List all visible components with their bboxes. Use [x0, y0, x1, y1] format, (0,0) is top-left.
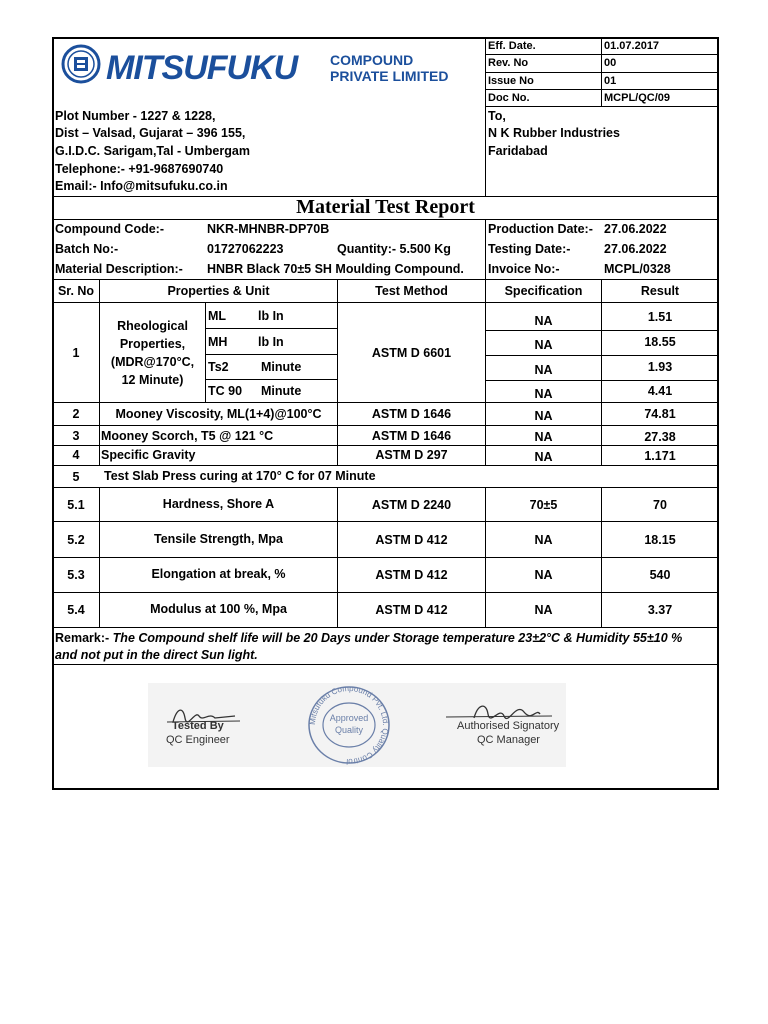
address-telephone: Telephone:- +91-9687690740 — [55, 162, 224, 176]
authorised-signatory-label: Authorised Signatory — [457, 720, 560, 732]
row53-result: 540 — [649, 568, 671, 582]
eff-date-label: Eff. Date. — [488, 40, 536, 52]
production-date-value: 27.06.2022 — [604, 222, 667, 236]
rheo-line2 — [205, 354, 337, 355]
rheo-tc90-spec: NA — [534, 387, 553, 401]
rheo-prop-line4: 12 Minute) — [121, 373, 184, 387]
remark-bottom-line — [52, 664, 718, 665]
invoice-no-label: Invoice No:- — [488, 262, 560, 276]
rheo-line1 — [205, 328, 337, 329]
header-sr-no: Sr. No — [57, 284, 95, 298]
logo-brand-text: MITSUFUKU — [106, 49, 298, 87]
remark — [55, 630, 715, 664]
header-divider — [485, 37, 486, 196]
row53-sr: 5.3 — [67, 568, 85, 582]
rheo-tc90-result: 4.41 — [647, 384, 673, 398]
to-city: Faridabad — [488, 144, 548, 158]
row53-property: Elongation at break, % — [151, 567, 286, 581]
row3-spec: NA — [534, 430, 553, 444]
row4-result: 1.171 — [644, 449, 676, 463]
remark-text: The Compound shelf life will be 20 Days under Storage temperature 23±2°C & Humidity 55±10 % — [112, 631, 683, 645]
rheo-line3r — [485, 380, 718, 381]
row54-spec: NA — [534, 603, 553, 617]
row5-text: Test Slab Press curing at 170° C for 07 Minute — [104, 469, 376, 483]
row54-property: Modulus at 100 %, Mpa — [150, 602, 287, 616]
testing-date-value: 27.06.2022 — [604, 242, 667, 256]
row-line-51 — [52, 487, 718, 488]
rheo-tc90-unit: Minute — [261, 384, 302, 398]
header-result: Result — [640, 284, 680, 298]
col-sub-line — [205, 302, 206, 402]
doc-no-value: MCPL/QC/09 — [604, 92, 671, 104]
row-line-5 — [52, 465, 718, 466]
stamp-center-line2: Quality — [334, 725, 364, 735]
compound-code-value: NKR-MHNBR-DP70B — [207, 222, 330, 236]
docinfo-line4 — [485, 106, 718, 107]
approved-quality-stamp — [303, 683, 395, 767]
row2-property: Mooney Viscosity, ML(1+4)@100°C — [115, 407, 322, 421]
stamp-center-line1: Approved — [329, 713, 369, 723]
rheo-ts2-result: 1.93 — [647, 360, 673, 374]
row-line-end — [52, 627, 718, 628]
row2-method: ASTM D 1646 — [371, 407, 452, 421]
row3-property: Mooney Scorch, T5 @ 121 °C — [101, 429, 274, 443]
address-email: Email:- Info@mitsufuku.co.in — [55, 179, 228, 193]
row54-method: ASTM D 412 — [375, 603, 448, 617]
rheo-ml-result: 1.51 — [647, 310, 673, 324]
row2-sr: 2 — [72, 407, 80, 421]
stamp-ring-text: Mitsufuku Compound Pvt. Ltd. Quality Control — [307, 683, 391, 767]
header-properties: Properties & Unit — [167, 284, 270, 298]
invoice-no-value: MCPL/0328 — [604, 262, 671, 276]
remark-text-2: and not put in the direct Sun light. — [55, 648, 258, 662]
logo-name-line2: PRIVATE LIMITED — [330, 68, 449, 84]
batch-no-label: Batch No:- — [55, 242, 119, 256]
rheo-tc90-name: TC 90 — [208, 384, 243, 398]
doc-no-label: Doc No. — [488, 92, 530, 104]
row51-result: 70 — [653, 498, 667, 512]
rheo-mh-name: MH — [208, 335, 228, 349]
row-line-53 — [52, 557, 718, 558]
rheo-ts2-spec: NA — [534, 363, 553, 377]
compound-code-label: Compound Code:- — [55, 222, 165, 236]
row-line-54 — [52, 592, 718, 593]
rheo-prop-line2: Properties, — [119, 337, 186, 351]
row3-sr: 3 — [72, 429, 80, 443]
row54-result: 3.37 — [647, 603, 673, 617]
row53-spec: NA — [534, 568, 553, 582]
row4-spec: NA — [534, 450, 553, 464]
row5-sr: 5 — [72, 470, 80, 484]
rheo-mh-unit: lb In — [258, 335, 284, 349]
eff-date-value: 01.07.2017 — [604, 40, 660, 52]
header-test-method: Test Method — [375, 284, 448, 298]
rev-no-label: Rev. No — [488, 57, 529, 69]
row3-result: 27.38 — [644, 430, 676, 444]
tested-by-label: Tested By — [172, 720, 224, 732]
row52-sr: 5.2 — [67, 533, 85, 547]
production-date-label: Production Date:- — [488, 222, 593, 236]
table-header-bottom — [52, 302, 718, 303]
material-description-value: HNBR Black 70±5 SH Moulding Compound. — [207, 262, 464, 276]
address-line-1: Plot Number - 1227 & 1228, — [55, 109, 216, 123]
row52-method: ASTM D 412 — [375, 533, 448, 547]
header-specification: Specification — [504, 284, 583, 298]
rheo-ts2-unit: Minute — [261, 360, 302, 374]
table-header-top — [52, 279, 718, 280]
qc-engineer-label: QC Engineer — [166, 734, 230, 746]
row3-method: ASTM D 1646 — [371, 429, 452, 443]
rheo-ml-name: ML — [208, 309, 227, 323]
quantity: Quantity:- 5.500 Kg — [337, 242, 451, 256]
title-bottom-line — [52, 219, 718, 220]
page-title: Material Test Report — [296, 196, 475, 218]
to-label: To, — [488, 109, 506, 123]
batch-no-value: 01727062223 — [207, 242, 284, 256]
address-line-2: Dist – Valsad, Gujarat – 396 155, — [55, 126, 246, 140]
issue-no-value: 01 — [604, 75, 617, 87]
details-divider — [485, 219, 486, 279]
row2-spec: NA — [534, 409, 553, 423]
row51-method: ASTM D 2240 — [371, 498, 452, 512]
row51-sr: 5.1 — [67, 498, 85, 512]
rheo-ml-unit: lb In — [258, 309, 284, 323]
row52-property: Tensile Strength, Mpa — [154, 532, 283, 546]
rheo-line2r — [485, 355, 718, 356]
row51-spec: 70±5 — [529, 498, 558, 512]
row51-property: Hardness, Shore A — [162, 497, 275, 511]
rev-no-value: 00 — [604, 57, 617, 69]
row52-spec: NA — [534, 533, 553, 547]
to-name: N K Rubber Industries — [488, 126, 620, 140]
qc-manager-label: QC Manager — [477, 734, 540, 746]
address-line-3: G.I.D.C. Sarigam,Tal - Umbergam — [55, 144, 250, 158]
row4-property: Specific Gravity — [101, 448, 196, 462]
row52-result: 18.15 — [644, 533, 676, 547]
testing-date-label: Testing Date:- — [488, 242, 571, 256]
row53-method: ASTM D 412 — [375, 568, 448, 582]
rheo-method: ASTM D 6601 — [371, 346, 452, 360]
rheo-line1r — [485, 330, 718, 331]
row4-method: ASTM D 297 — [375, 448, 448, 462]
outer-bottom — [52, 788, 719, 790]
company-logo — [60, 43, 460, 87]
rheo-ts2-name: Ts2 — [208, 360, 229, 374]
rheo-prop-line1: Rheological — [117, 319, 188, 333]
rheo-ml-spec: NA — [534, 314, 553, 328]
issue-no-label: Issue No — [488, 75, 534, 87]
logo-name-line1: COMPOUND — [330, 52, 414, 68]
row-line-4 — [52, 445, 718, 446]
rheo-prop-line3: (MDR@170°C, — [110, 355, 195, 369]
remark-label: Remark:- — [55, 631, 110, 645]
row4-sr: 4 — [72, 448, 80, 462]
row-line-2 — [52, 402, 718, 403]
rheo-mh-spec: NA — [534, 338, 553, 352]
rheo-line3 — [205, 379, 337, 380]
row-line-3 — [52, 425, 718, 426]
row-line-52 — [52, 521, 718, 522]
material-description-label: Material Description:- — [55, 262, 183, 276]
row54-sr: 5.4 — [67, 603, 85, 617]
rheo-mh-result: 18.55 — [644, 335, 676, 349]
rheo-sr: 1 — [72, 346, 80, 360]
row2-result: 74.81 — [644, 407, 676, 421]
